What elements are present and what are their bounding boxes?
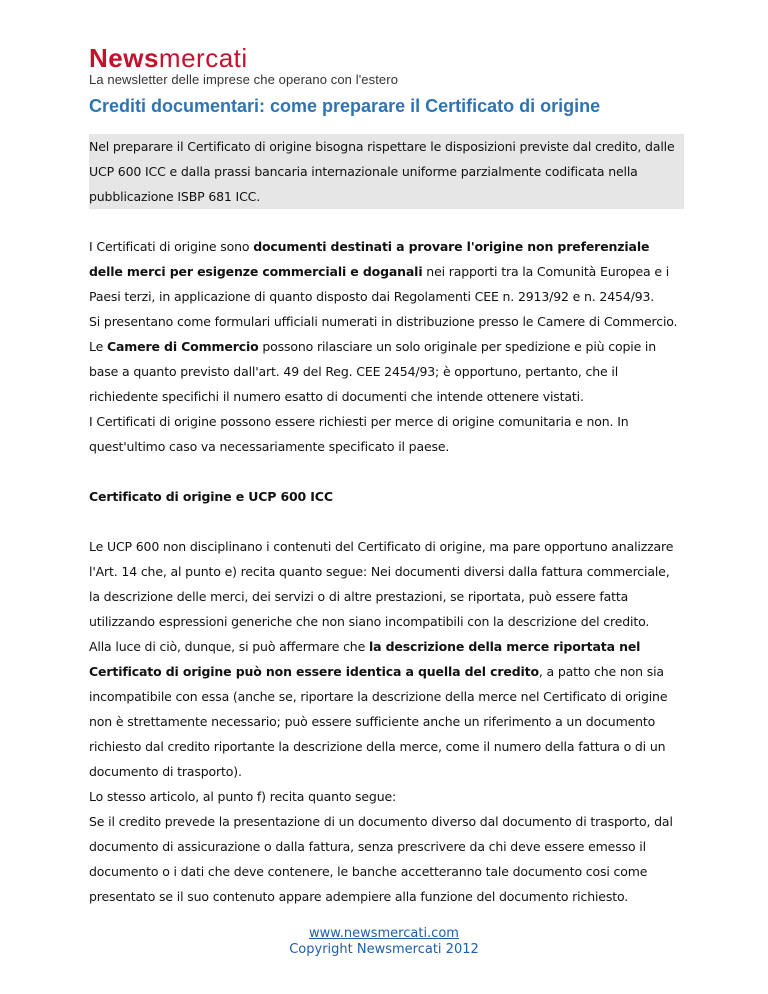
logo-bold-text: News	[89, 43, 159, 73]
website-link[interactable]: www.newsmercati.com	[309, 926, 459, 941]
bold-text: documenti destinati a provare l'origine non preferenziale delle merci per esigenze commerciali e doganali	[89, 239, 650, 279]
paragraph-ucp600: Le UCP 600 non disciplinano i contenuti del Certificato di origine, ma pare opportuno analizzare l'Art. 14 che, al punto e) recita quanto segue: Nei documenti diversi dalla fattura commerciale, la descrizione delle merci, dei servizi o di altre prestazioni, se riportata, può essere fatta utilizzando espressioni generiche che non siano incompatibili con la descrizione del credito.	[89, 539, 674, 629]
spacer	[89, 509, 684, 534]
logo-regular-text: mercati	[158, 43, 248, 73]
paragraph-origin: I Certificati di origine possono essere richiesti per merce di origine comunitaria e non. In quest'ultimo caso va necessariamente specificato il paese.	[89, 414, 629, 454]
text-span: Le	[89, 339, 107, 354]
paragraph-chambers	[89, 334, 684, 409]
paragraph-conclusion	[89, 634, 684, 784]
article-body	[89, 134, 684, 909]
section-heading	[89, 484, 684, 509]
page-footer	[0, 926, 768, 958]
intro-highlight: Nel preparare il Certificato di origine bisogna rispettare le disposizioni previste dal credito, dalle UCP 600 ICC e dalla prassi bancaria internazionale uniforme parzialmente codificata nella pubblicazione ISBP 681 ICC.	[89, 134, 684, 209]
bold-text: Camere di Commercio	[106, 339, 259, 354]
copyright-text: Copyright Newsmercati 2012	[289, 942, 479, 957]
article-title: Crediti documentari: come preparare il Certificato di origine	[89, 96, 601, 116]
paragraph-definition	[89, 234, 684, 309]
text-span: possono rilasciare un solo originale per spedizione e più copie in base a quanto previsto dall'art. 49 del Reg. CEE 2454/93; è opportuno, pertanto, che il richiedente specifichi il numero esatto di documenti che intende ottenere vistati.	[89, 339, 657, 404]
paragraph-other-documents: Se il credito prevede la presentazione di un documento diverso dal documento di trasporto, dal documento di assicurazione o dalla fattura, senza prescrivere da chi deve essere emesso il documento o i dati che deve contenere, le banche accetteranno tale documento cosi come presentato se il suo contenuto appare adempiere alla funzione del documento richiesto.	[89, 814, 673, 904]
bold-text: la descrizione della merce riportata nel Certificato di origine può non essere identica a quella del credito	[89, 639, 641, 679]
newsmercati-logo	[89, 44, 398, 72]
spacer	[89, 209, 684, 234]
paragraph-forms: Si presentano come formulari ufficiali numerati in distribuzione presso le Camere di Commercio.	[89, 314, 678, 329]
tagline: La newsletter delle imprese che operano con l'estero	[89, 72, 399, 87]
paragraph-article-f: Lo stesso articolo, al punto f) recita quanto segue:	[89, 789, 397, 804]
text-span: I Certificati di origine sono	[89, 239, 254, 254]
brand-header	[89, 44, 398, 87]
text-span: nei rapporti tra la Comunità Europea e i Paesi terzi, in applicazione di quanto disposto dai Regolamenti CEE n. 2913/92 e n. 2454/93.	[89, 264, 670, 304]
spacer	[89, 459, 684, 484]
text-span: , a patto che non sia incompatibile con essa (anche se, riportare la descrizione della merce nel Certificato di origine non è strettamente necessario; può essere sufficiente anche un riferimento a un documento richiesto dal credito riportante la descrizione della merce, come il numero della fattura o di un documento di trasporto).	[89, 664, 668, 779]
text-span: Alla luce di ciò, dunque, si può affermare che	[89, 639, 369, 654]
bold-text: Certificato di origine e UCP 600 ICC	[89, 489, 333, 504]
